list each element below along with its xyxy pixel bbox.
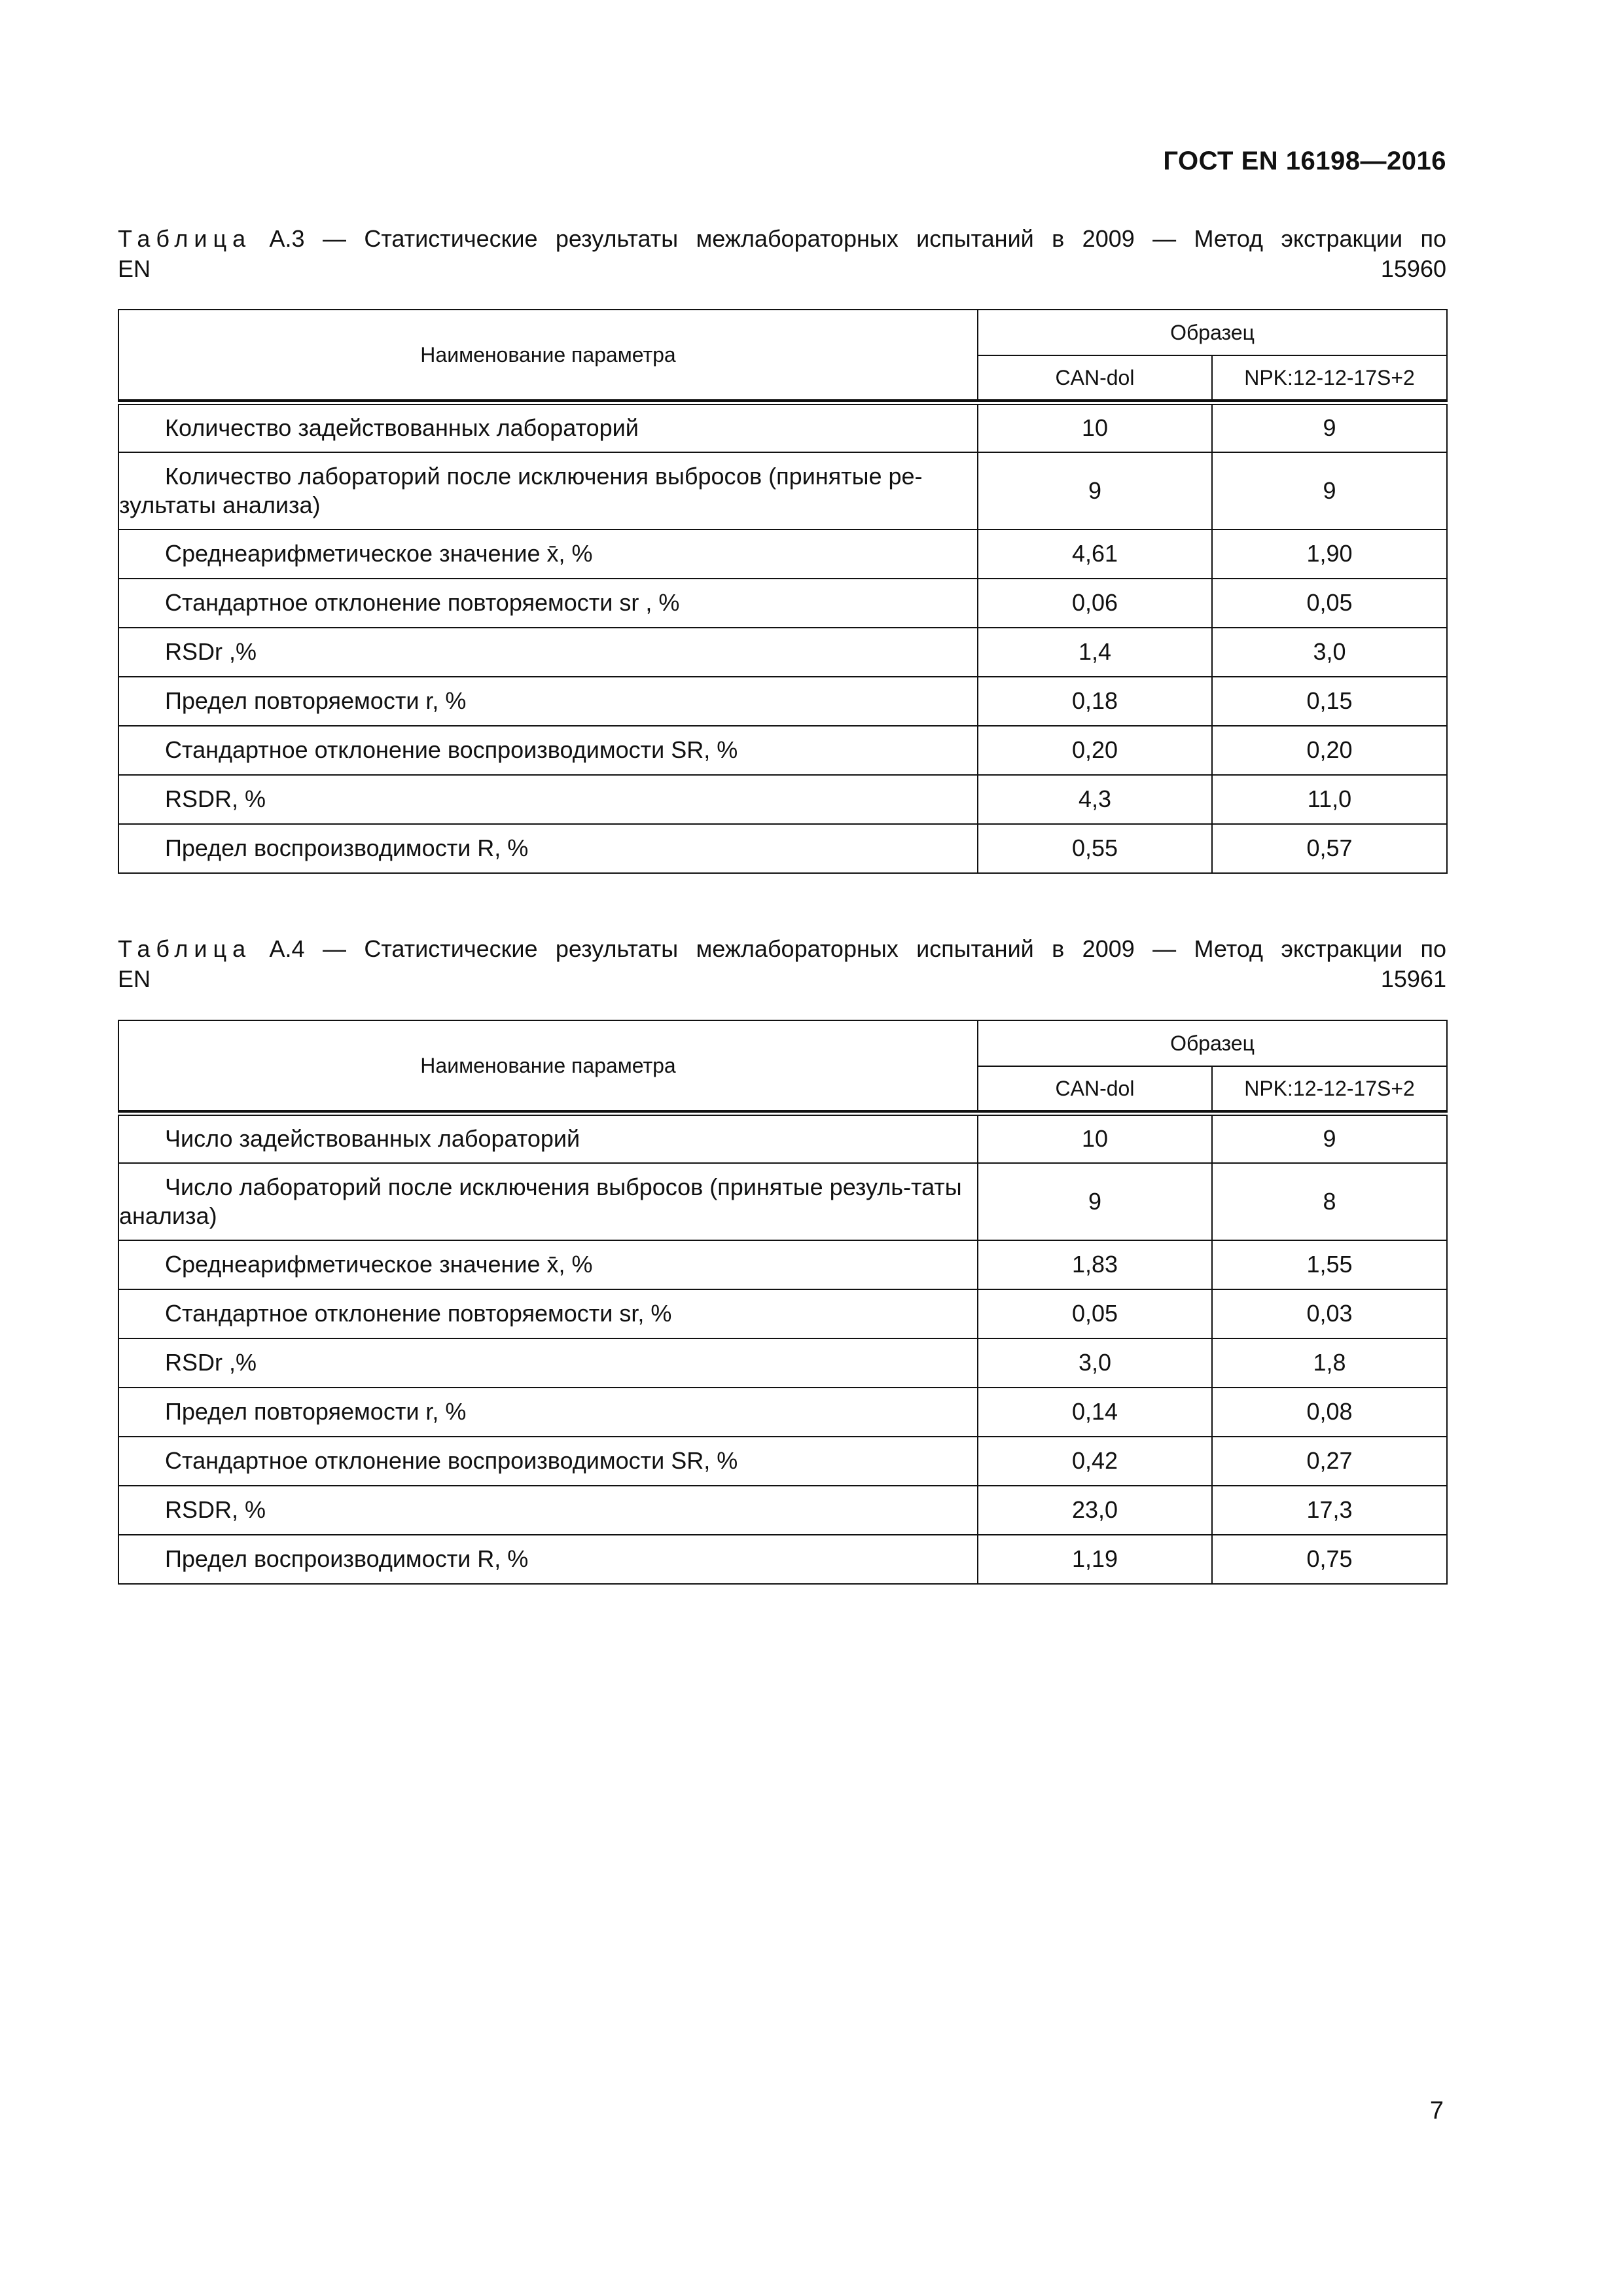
sample-header: Образец [978,310,1447,355]
param-label: Стандартное отклонение повторяемости sr , % [165,589,680,616]
sample-header: Образец [978,1020,1447,1066]
value-can-dol: 1,19 [978,1535,1212,1584]
param-cell [118,1240,978,1289]
caption-word: Таблица [118,225,252,252]
col-header-can-dol: CAN-dol [978,1066,1212,1111]
value-npk: 0,20 [1212,726,1447,775]
table-row [118,824,1447,873]
table-row [118,726,1447,775]
value-can-dol: 10 [978,1114,1212,1163]
param-cell [118,1486,978,1535]
param-cell [118,1437,978,1486]
value-can-dol: 9 [978,1163,1212,1240]
table-row [118,1338,1447,1388]
param-label: Среднеарифметическое значение x̄, % [165,540,593,567]
value-can-dol: 9 [978,452,1212,529]
value-npk: 1,55 [1212,1240,1447,1289]
table-row [118,1437,1447,1486]
value-can-dol: 0,42 [978,1437,1212,1486]
value-can-dol: 0,06 [978,579,1212,628]
value-can-dol: 10 [978,403,1212,452]
table-row [118,529,1447,579]
value-npk: 0,57 [1212,824,1447,873]
col-header-npk: NPK:12-12-17S+2 [1212,355,1447,400]
value-can-dol: 0,14 [978,1388,1212,1437]
value-npk: 1,8 [1212,1338,1447,1388]
param-label: Стандартное отклонение повторяемости sr, % [165,1300,672,1327]
table-a4-caption [118,934,1446,994]
param-label: Стандартное отклонение воспроизводимости SR, % [165,1447,738,1474]
table-row [118,1388,1447,1437]
param-cell [118,579,978,628]
param-cell [118,1114,978,1163]
param-label: Число лабораторий после исключения выбросов (принятые резуль-таты анализа) [119,1173,962,1229]
param-cell [118,529,978,579]
param-label: Среднеарифметическое значение x̄, % [165,1251,593,1278]
value-can-dol: 4,3 [978,775,1212,824]
value-npk: 0,75 [1212,1535,1447,1584]
table-row [118,1535,1447,1584]
col-header-can-dol: CAN-dol [978,355,1212,400]
value-npk: 9 [1212,403,1447,452]
param-cell [118,452,978,529]
value-npk: 0,27 [1212,1437,1447,1486]
value-can-dol: 4,61 [978,529,1212,579]
table-row [118,628,1447,677]
param-cell [118,628,978,677]
param-cell [118,824,978,873]
value-npk: 0,15 [1212,677,1447,726]
value-npk: 8 [1212,1163,1447,1240]
param-cell [118,1338,978,1388]
value-can-dol: 1,83 [978,1240,1212,1289]
value-can-dol: 0,05 [978,1289,1212,1338]
caption-text: А.3 — Статистические результаты межлабораторных испытаний в 2009 — Метод экстракции по [269,225,1446,252]
table-a4-body [118,1114,1447,1584]
param-cell [118,775,978,824]
table-row [118,677,1447,726]
param-label: Предел воспроизводимости R, % [165,1545,529,1572]
value-npk: 1,90 [1212,529,1447,579]
param-label: RSDr ,% [165,1349,257,1376]
param-label: Предел повторяемости r, % [165,687,467,714]
caption-standard: EN 15960 [118,255,1446,282]
table-a3-caption [118,224,1446,284]
value-npk: 0,05 [1212,579,1447,628]
table-row [118,579,1447,628]
param-label: Число задействованных лабораторий [165,1125,580,1153]
param-cell [118,403,978,452]
param-header: Наименование параметра [118,310,978,400]
param-cell [118,726,978,775]
param-cell [118,1289,978,1338]
document-id: ГОСТ EN 16198—2016 [1163,147,1446,175]
table-row [118,403,1447,452]
value-can-dol: 1,4 [978,628,1212,677]
param-label: Предел воспроизводимости R, % [165,834,529,861]
caption-word: Таблица [118,935,252,962]
table-row [118,1289,1447,1338]
table-a3-body [118,403,1447,873]
table-row [118,1240,1447,1289]
col-header-npk: NPK:12-12-17S+2 [1212,1066,1447,1111]
value-npk: 0,08 [1212,1388,1447,1437]
param-cell [118,677,978,726]
caption-standard: EN 15961 [118,965,1446,992]
value-can-dol: 3,0 [978,1338,1212,1388]
param-label: Стандартное отклонение воспроизводимости SR, % [165,736,738,763]
value-can-dol: 23,0 [978,1486,1212,1535]
value-npk: 0,03 [1212,1289,1447,1338]
value-can-dol: 0,20 [978,726,1212,775]
value-npk: 17,3 [1212,1486,1447,1535]
param-cell [118,1535,978,1584]
table-row [118,1114,1447,1163]
page-number: 7 [1429,2097,1444,2125]
table-row [118,1163,1447,1240]
table-a3 [118,309,1448,874]
value-can-dol: 0,18 [978,677,1212,726]
table-a4 [118,1020,1448,1585]
caption-text: А.4 — Статистические результаты межлабораторных испытаний в 2009 — Метод экстракции по [269,935,1446,962]
value-npk: 3,0 [1212,628,1447,677]
value-npk: 9 [1212,452,1447,529]
value-npk: 11,0 [1212,775,1447,824]
table-row [118,452,1447,529]
param-label: Количество лабораторий после исключения выбросов (принятые ре-зультаты анализа) [119,462,923,518]
param-cell [118,1163,978,1240]
param-cell [118,1388,978,1437]
table-row [118,775,1447,824]
value-npk: 9 [1212,1114,1447,1163]
param-label: Предел повторяемости r, % [165,1398,467,1425]
param-label: Количество задействованных лабораторий [165,414,639,442]
param-label: RSDR, % [165,785,266,812]
value-can-dol: 0,55 [978,824,1212,873]
param-header: Наименование параметра [118,1020,978,1111]
param-label: RSDr ,% [165,638,257,665]
param-label: RSDR, % [165,1496,266,1523]
table-row [118,1486,1447,1535]
